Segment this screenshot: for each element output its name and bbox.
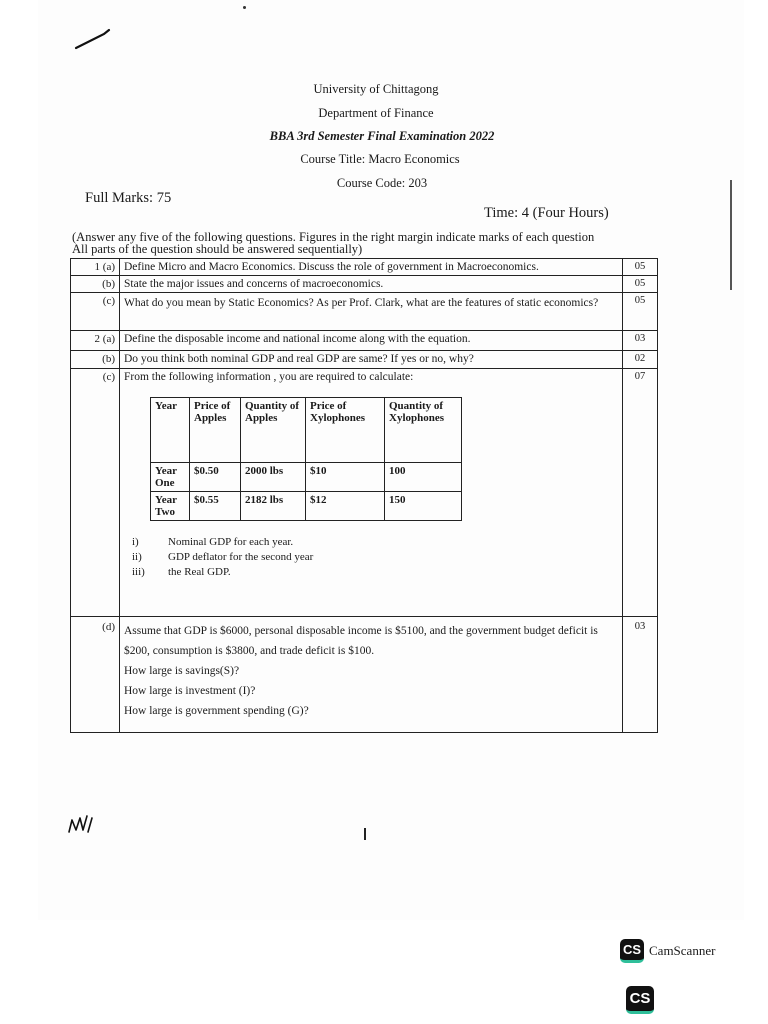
question-row [71, 276, 658, 293]
question-number: (b) [71, 351, 120, 369]
question-number: 1 (a) [71, 259, 120, 276]
question-marks: 07 [623, 369, 658, 617]
cell: 2182 lbs [241, 492, 306, 521]
data-table-header [151, 398, 462, 463]
header-cell: Price of Apples [190, 398, 241, 463]
cell: $12 [306, 492, 385, 521]
question-text: What do you mean by Static Economics? As per Prof. Clark, what are the features of static economics? [120, 293, 623, 331]
university-name: University of Chittagong [313, 82, 439, 96]
sub-question: How large is government spending (G)? [124, 705, 309, 717]
list-item [132, 565, 618, 580]
cell: 2000 lbs [241, 463, 306, 492]
question-row [71, 351, 658, 369]
question-row [71, 331, 658, 351]
exam-name: BBA 3rd Semester Final Examination 2022 [269, 129, 495, 143]
pen-tick-mark [74, 26, 112, 52]
list-item [132, 535, 618, 550]
sub-question: How large is savings(S)? [124, 665, 240, 677]
cell: 150 [385, 492, 462, 521]
question-text: Define Micro and Macro Economics. Discuss the role of government in Macroeconomics. [120, 259, 623, 276]
cell: 100 [385, 463, 462, 492]
question-cell [120, 369, 623, 617]
course-code: Course Code: 203 [336, 176, 428, 190]
full-marks: Full Marks: 75 [85, 190, 172, 206]
header-cell: Price of Xylophones [306, 398, 385, 463]
question-row [71, 617, 658, 733]
item-number: i) [132, 536, 139, 548]
list-item [132, 550, 618, 565]
header-cell: Quantity of Apples [241, 398, 306, 463]
cell: $0.55 [190, 492, 241, 521]
header-cell: Quantity of Xylophones [385, 398, 462, 463]
data-table-row [151, 492, 462, 521]
question-number: (d) [71, 617, 120, 733]
question-row [71, 259, 658, 276]
question-row [71, 369, 658, 617]
question-number: (c) [71, 293, 120, 331]
gdp-data-table [150, 397, 462, 521]
cell: $10 [306, 463, 385, 492]
item-text: GDP deflator for the second year [168, 551, 314, 563]
sub-question: How large is investment (I)? [124, 685, 256, 697]
camscanner-logo-icon: CS [626, 986, 654, 1014]
instruction-line-2: All parts of the question should be answered sequentially) [72, 242, 363, 256]
scan-speck [243, 6, 246, 9]
cell: Year Two [151, 492, 190, 521]
course-title: Course Title: Macro Economics [300, 152, 460, 166]
department-name: Department of Finance [318, 106, 434, 120]
scan-mark [364, 828, 366, 840]
questions-table [70, 258, 658, 733]
exam-time: Time: 4 (Four Hours) [484, 205, 609, 221]
question-text: Define the disposable income and national income along with the equation. [120, 331, 623, 351]
question-marks: 05 [623, 276, 658, 293]
question-number: 2 (a) [71, 331, 120, 351]
question-cell [120, 617, 623, 733]
item-text: Nominal GDP for each year. [168, 536, 294, 548]
calculation-list [132, 535, 618, 580]
cell: $0.50 [190, 463, 241, 492]
item-number: ii) [132, 551, 142, 563]
camscanner-logo-icon: CS [620, 939, 644, 963]
scan-edge-line [730, 180, 732, 290]
question-text: Assume that GDP is $6000, personal disposable income is $5100, and the government budget deficit is $200, consumption is $3800, and trade deficit is $100. [124, 625, 598, 657]
item-text: the Real GDP. [168, 566, 231, 578]
instruction-line-1: (Answer any five of the following questions. Figures in the right margin indicate marks of each question [72, 230, 595, 244]
question-marks: 03 [623, 617, 658, 733]
handwritten-initials [66, 812, 100, 838]
question-marks: 05 [623, 259, 658, 276]
question-marks: 03 [623, 331, 658, 351]
header-cell: Year [151, 398, 190, 463]
question-marks: 02 [623, 351, 658, 369]
data-table-row [151, 463, 462, 492]
item-number: iii) [132, 566, 145, 578]
question-number: (c) [71, 369, 120, 617]
question-text: From the following information , you are required to calculate: [124, 371, 414, 383]
question-number: (b) [71, 276, 120, 293]
cell: Year One [151, 463, 190, 492]
question-row [71, 293, 658, 331]
camscanner-watermark [620, 939, 715, 963]
camscanner-brand: CamScanner [649, 943, 716, 958]
question-marks: 05 [623, 293, 658, 331]
question-text: State the major issues and concerns of macroeconomics. [120, 276, 623, 293]
question-text: Do you think both nominal GDP and real GDP are same? If yes or no, why? [120, 351, 623, 369]
